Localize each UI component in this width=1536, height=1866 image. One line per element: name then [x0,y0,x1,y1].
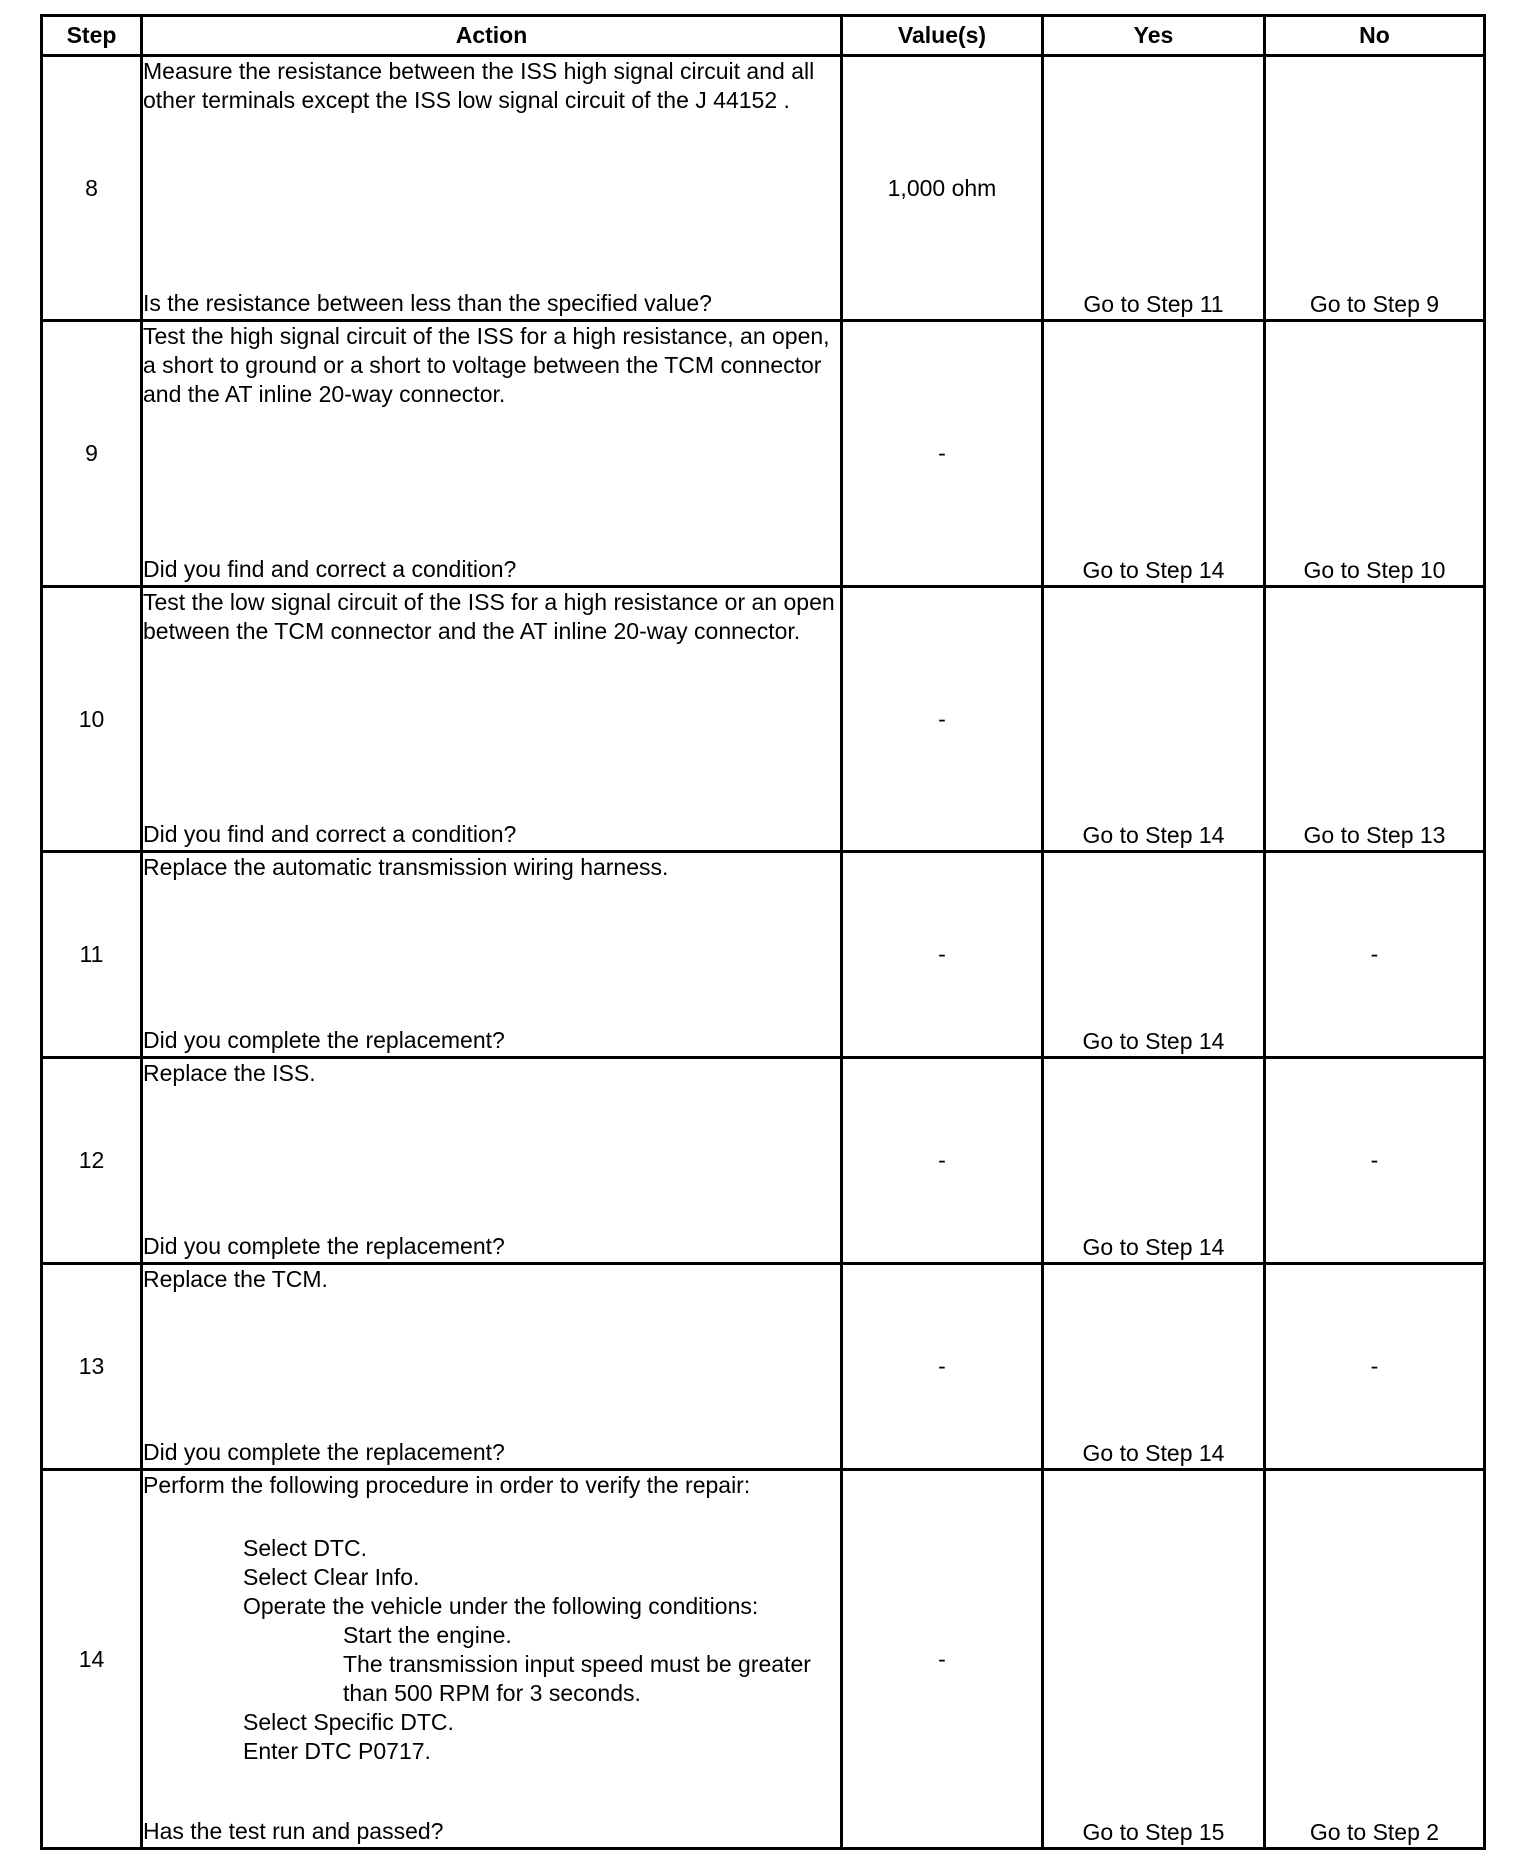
value-cell: - [842,852,1043,1058]
procedure-step: Select Clear Info. [243,1564,420,1590]
action-cell [142,1058,842,1264]
step-number: 11 [42,852,142,1058]
action-text: Measure the resistance between the ISS high signal circuit and all other terminals except the ISS low signal circuit of the J 44152 . [143,58,815,113]
step-number: 14 [42,1470,142,1849]
action-cell [142,1470,842,1849]
header-action: Action [142,16,842,56]
procedure-substep: The transmission input speed must be greater than 500 RPM for 3 seconds. [343,1651,811,1706]
yes-cell: Go to Step 14 [1043,852,1265,1058]
step-number: 12 [42,1058,142,1264]
value-cell: - [842,321,1043,587]
yes-cell: Go to Step 14 [1043,321,1265,587]
no-cell: Go to Step 13 [1265,587,1485,852]
yes-cell: Go to Step 14 [1043,587,1265,852]
step-number: 9 [42,321,142,587]
action-question: Is the resistance between less than the specified value? [143,290,712,316]
action-text: Test the low signal circuit of the ISS for a high resistance or an open between the TCM connector and the AT inline 20-way connector. [143,589,835,644]
action-question: Has the test run and passed? [143,1818,444,1844]
value-cell: - [842,1058,1043,1264]
procedure-step: Select Specific DTC. [243,1709,454,1735]
value-cell: - [842,1470,1043,1849]
action-question: Did you find and correct a condition? [143,556,517,582]
header-step: Step [42,16,142,56]
header-row [42,16,1485,56]
yes-cell: Go to Step 11 [1043,56,1265,321]
table-row-step-14 [42,1470,1485,1849]
table-row-step-10 [42,587,1485,852]
yes-cell: Go to Step 14 [1043,1264,1265,1470]
table-row-step-12 [42,1058,1485,1264]
yes-cell: Go to Step 14 [1043,1058,1265,1264]
procedure-step: Select DTC. [243,1535,367,1561]
procedure-step [243,1592,840,1708]
header-no: No [1265,16,1485,56]
table-row-step-9 [42,321,1485,587]
value-cell: - [842,1264,1043,1470]
no-cell: - [1265,852,1485,1058]
table-row-step-8 [42,56,1485,321]
no-cell: Go to Step 9 [1265,56,1485,321]
procedure-list [143,1534,840,1766]
action-text: Replace the TCM. [143,1266,328,1292]
yes-cell: Go to Step 15 [1043,1470,1265,1849]
action-text: Replace the automatic transmission wiring harness. [143,854,669,880]
action-question: Did you complete the replacement? [143,1233,505,1259]
value-cell: 1,000 ohm [842,56,1043,321]
no-cell: - [1265,1058,1485,1264]
action-cell [142,321,842,587]
action-text: Perform the following procedure in order to verify the repair: [143,1472,751,1498]
step-number: 10 [42,587,142,852]
header-yes: Yes [1043,16,1265,56]
action-cell [142,587,842,852]
no-cell: Go to Step 2 [1265,1470,1485,1849]
table-row-step-13 [42,1264,1485,1470]
action-cell [142,56,842,321]
table-row-step-11 [42,852,1485,1058]
header-values: Value(s) [842,16,1043,56]
action-question: Did you complete the replacement? [143,1027,505,1053]
procedure-step-text: Operate the vehicle under the following conditions: [243,1593,759,1619]
diagnostic-table [40,14,1486,1850]
no-cell: - [1265,1264,1485,1470]
step-number: 13 [42,1264,142,1470]
action-text: Test the high signal circuit of the ISS for a high resistance, an open, a short to ground or a short to voltage between the TCM connector and the AT inline 20-way connector. [143,323,830,407]
action-question: Did you complete the replacement? [143,1439,505,1465]
no-cell: Go to Step 10 [1265,321,1485,587]
value-cell: - [842,587,1043,852]
step-number: 8 [42,56,142,321]
action-text: Replace the ISS. [143,1060,316,1086]
action-question: Did you find and correct a condition? [143,821,517,847]
action-cell [142,852,842,1058]
procedure-sublist [243,1621,840,1708]
action-cell [142,1264,842,1470]
procedure-step: Enter DTC P0717. [243,1738,431,1764]
procedure-substep: Start the engine. [343,1622,512,1648]
